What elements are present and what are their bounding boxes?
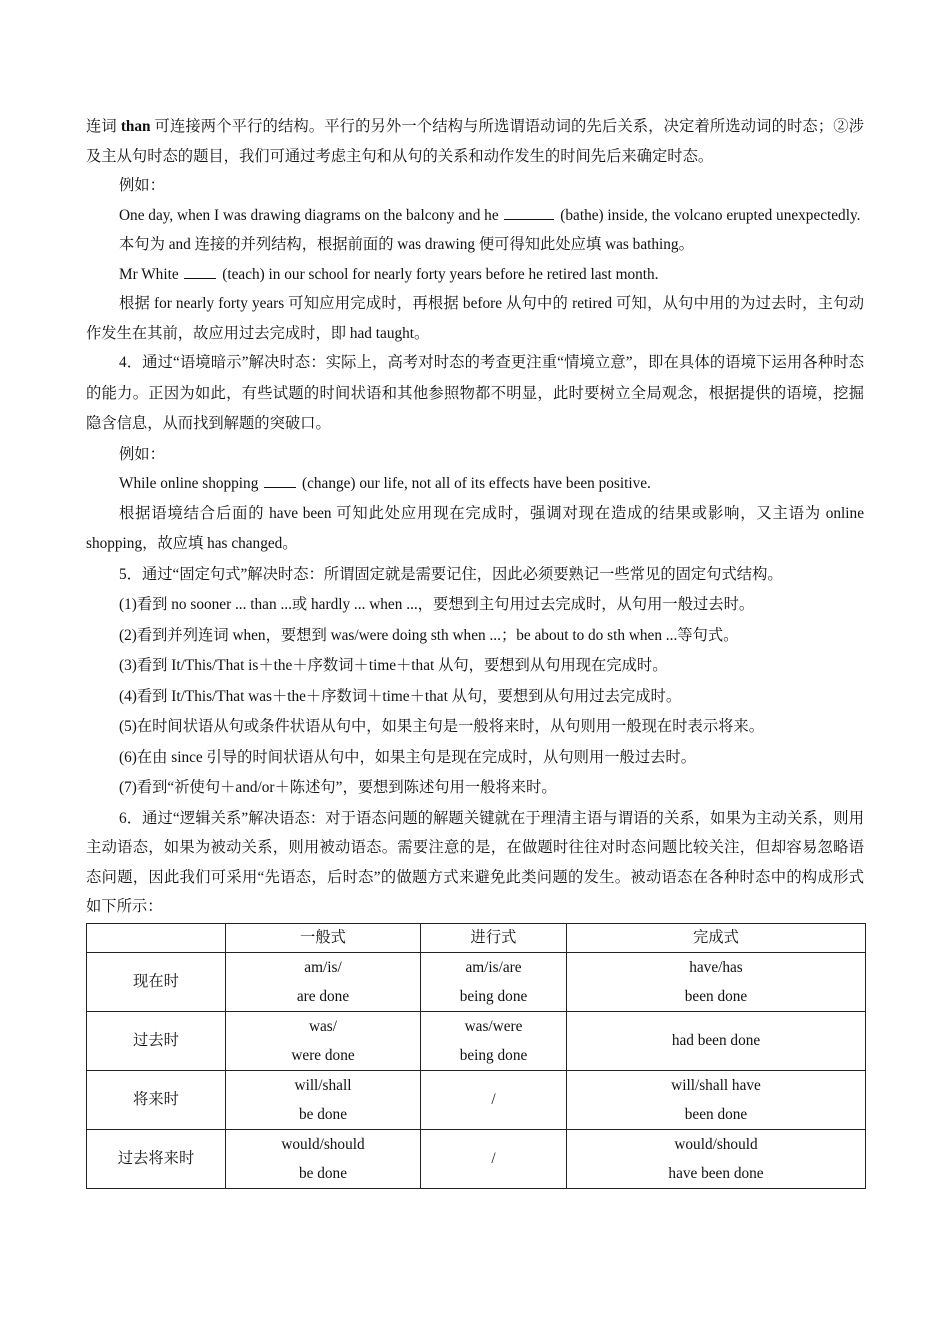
fixed-pattern-5: (5)在时间状语从句或条件状语从句中，如果主句是一般将来时，从句则用一般现在时表示将来。 <box>119 718 765 735</box>
header-cell: 进行式 <box>421 923 567 952</box>
cell-line: / <box>491 1091 496 1108</box>
answer-blank <box>504 205 554 220</box>
cell-line: / <box>491 1150 496 1167</box>
text: 连词 <box>86 118 121 135</box>
header-cell: 完成式 <box>567 923 866 952</box>
table-cell <box>421 1129 567 1188</box>
example-explanation: 根据 for nearly forty years 可知应用完成时，再根据 before 从句中的 retired 可知，从句中用的为过去时，主句动作发生在其前，故应用过去完成时，即 had taught。 <box>86 295 864 342</box>
text: (teach) in our school for nearly forty years before he retired last month. <box>222 265 659 283</box>
text: (bathe) inside, the volcano erupted unexpectedly. <box>560 206 861 224</box>
header-cell <box>87 923 226 952</box>
table-header-row <box>87 923 866 952</box>
cell-line: am/is/ <box>304 958 342 976</box>
cell-line: be done <box>299 1105 347 1123</box>
table-cell <box>567 1129 866 1188</box>
passive-voice-table <box>86 923 866 1189</box>
example-sentence <box>86 260 864 290</box>
cell-line: would/should <box>674 1135 758 1153</box>
cell-line: was/ <box>308 1017 338 1035</box>
text: (change) our life, not all of its effects have been positive. <box>302 475 651 492</box>
cell-line: being done <box>459 1046 528 1064</box>
section-5: 5．通过“固定句式”解决时态：所谓固定就是需要记住，因此必须要熟记一些常见的固定句式结构。 <box>119 565 783 583</box>
fixed-pattern-4: (4)看到 It/This/That was＋the＋序数词＋time＋that 从句，要想到从句用过去完成时。 <box>119 687 682 705</box>
cell-line: would/should <box>281 1135 365 1153</box>
text: While online shopping <box>119 475 259 492</box>
table-cell <box>226 952 421 1011</box>
cell-line: be done <box>299 1164 347 1182</box>
table-cell <box>226 1129 421 1188</box>
cell-line: were done <box>291 1046 355 1064</box>
example-explanation: 本句为 and 连接的并列结构，根据前面的 was drawing 便可得知此处应填 was bathing。 <box>119 236 694 253</box>
table-cell <box>421 952 567 1011</box>
cell-line: been done <box>684 1105 748 1123</box>
table-cell <box>226 1011 421 1070</box>
table-row <box>87 1011 866 1070</box>
text: One day, when I was drawing diagrams on the balcony and he <box>119 206 499 224</box>
section-4: 4．通过“语境暗示”解决时态：实际上，高考对时态的考查更注重“情境立意”，即在具体的语境下运用各种时态的能力。正因为如此，有些试题的时间状语和其他参照物都不明显，此时要树立全局观念，根据提供的语境，挖掘隐含信息，从而找到解题的突破口。 <box>86 354 864 432</box>
example-label: 例如： <box>119 445 165 463</box>
header-cell: 一般式 <box>226 923 421 952</box>
cell-line: had been done <box>671 1032 761 1049</box>
table-row <box>87 952 866 1011</box>
cell-line: have/has <box>689 958 743 976</box>
cell-line: will/shall have <box>671 1076 761 1094</box>
fixed-pattern-1: (1)看到 no sooner ... than ...或 hardly ... when ...，要想到主句用过去完成时，从句用一般过去时。 <box>119 596 755 613</box>
answer-blank <box>184 264 216 279</box>
example-sentence <box>86 201 864 231</box>
row-label: 现在时 <box>87 952 226 1011</box>
section-6: 6．通过“逻辑关系”解决语态：对于语态问题的解题关键就在于理清主语与谓语的关系，如果为主动关系，则用主动语态，如果为被动关系，则用被动语态。需要注意的是，在做题时往往对时态问题比较关注，但却容易忽略语态问题，因此我们可采用“先语态，后时态”的做题方式来避免此类问题的发生。被动语态在各种时态中的构成形式如下所示： <box>86 809 864 915</box>
cell-line: have been done <box>668 1164 764 1182</box>
cell-line: are done <box>296 987 350 1005</box>
cell-line: being done <box>459 987 528 1005</box>
table-cell <box>567 1011 866 1070</box>
table-row <box>87 1070 866 1129</box>
cell-line: was/were <box>464 1017 523 1035</box>
table-row <box>87 1129 866 1188</box>
table-cell <box>421 1070 567 1129</box>
document-body <box>86 112 864 1189</box>
table-cell <box>567 952 866 1011</box>
fixed-pattern-6: (6)在由 since 引导的时间状语从句中，如果主句是现在完成时，从句则用一般过去时。 <box>119 748 697 766</box>
cell-line: am/is/are <box>465 958 522 976</box>
example-explanation: 根据语境结合后面的 have been 可知此处应用现在完成时，强调对现在造成的结果或影响，又主语为 online shopping，故应填 has changed。 <box>86 504 864 552</box>
row-label: 过去时 <box>87 1011 226 1070</box>
text: Mr White <box>119 265 179 283</box>
cell-line: been done <box>684 987 748 1005</box>
table-cell <box>567 1070 866 1129</box>
table-cell <box>226 1070 421 1129</box>
answer-blank <box>264 473 296 488</box>
row-label: 过去将来时 <box>87 1129 226 1188</box>
paragraph-than <box>86 112 864 171</box>
example-sentence <box>86 469 864 499</box>
text: 可连接两个平行的结构。平行的另外一个结构与所选谓语动词的先后关系，决定着所选动词的时态；②涉及主从句时态的题目，我们可通过考虑主句和从句的关系和动作发生的时间先后来确定时态。 <box>86 118 865 165</box>
fixed-pattern-7: (7)看到“祈使句＋and/or＋陈述句”，要想到陈述句用一般将来时。 <box>119 779 557 796</box>
row-label: 将来时 <box>87 1070 226 1129</box>
bold-term: than <box>120 118 151 135</box>
table-cell <box>421 1011 567 1070</box>
cell-line: will/shall <box>294 1076 352 1094</box>
fixed-pattern-2: (2)看到并列连词 when，要想到 was/were doing sth when ...；be about to do sth when ...等句式。 <box>119 626 739 644</box>
fixed-pattern-3: (3)看到 It/This/That is＋the＋序数词＋time＋that 从句，要想到从句用现在完成时。 <box>119 657 668 674</box>
example-label: 例如： <box>119 177 165 194</box>
